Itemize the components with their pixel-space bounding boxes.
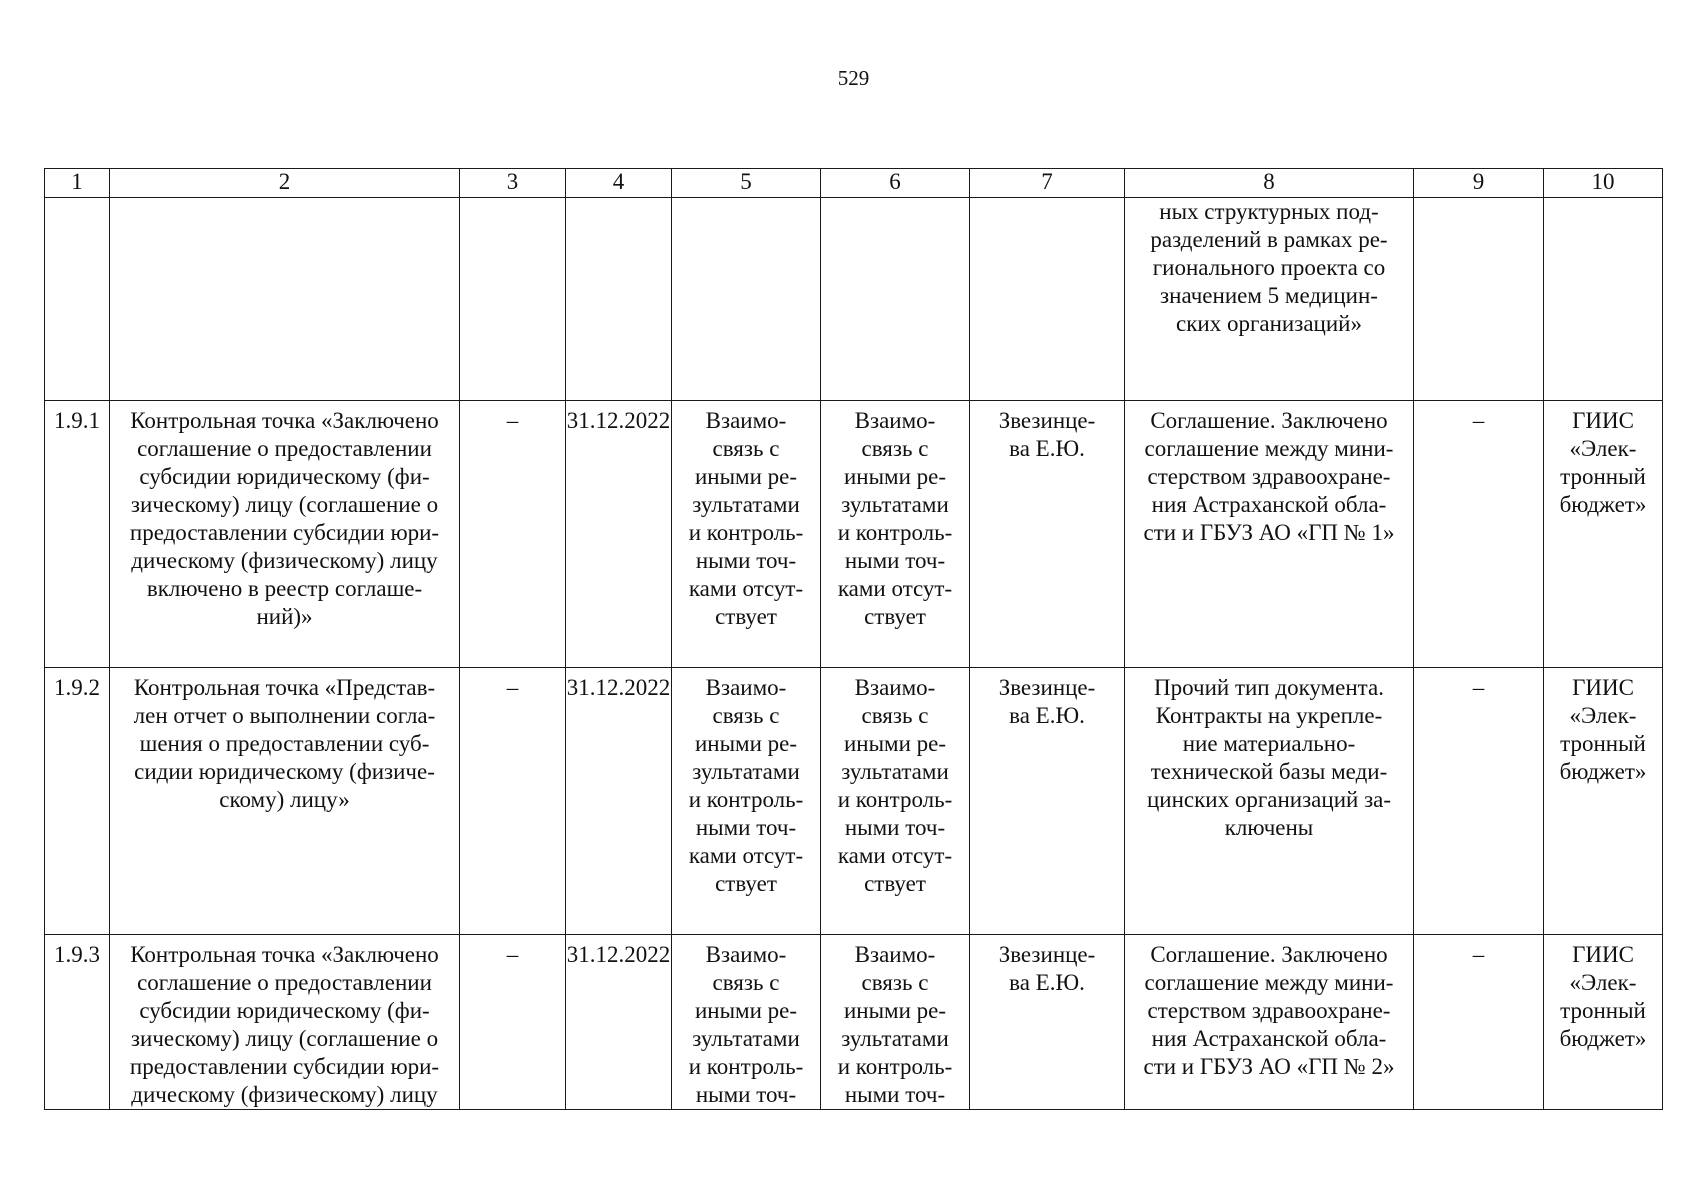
column-header: 7	[970, 169, 1125, 198]
information-system: ГИИС «Элек- тронный бюджет»	[1544, 935, 1663, 1110]
column-header: 3	[460, 169, 566, 198]
column-header: 10	[1544, 169, 1663, 198]
control-point-name	[110, 198, 460, 401]
control-point-name: Контрольная точка «Заключено соглашение о предоставлении субсидии юридическому (фи- зическому) лицу (соглашение о предоставлении субсидии юри- дическому (физическому) лицу	[110, 935, 460, 1110]
column-header: 8	[1125, 169, 1414, 198]
column-header: 6	[821, 169, 970, 198]
row-number: 1.9.2	[45, 668, 110, 935]
due-date: 31.12.2022	[566, 935, 672, 1110]
cell-col6	[821, 198, 970, 401]
responsible-person: Звезинце- ва Е.Ю.	[970, 935, 1125, 1110]
column-header: 5	[672, 169, 821, 198]
cell-col3: –	[460, 401, 566, 668]
document-description: Прочий тип документа. Контракты на укрепле- ние материально- технической базы меди- цинских организаций за- ключены	[1125, 668, 1414, 935]
cell-col9	[1414, 198, 1544, 401]
cell-col5: Взаимо- связь с иными ре- зультатами и контроль- ными точ- ками отсут- ствует	[672, 668, 821, 935]
due-date: 31.12.2022	[566, 401, 672, 668]
cell-col6: Взаимо- связь с иными ре- зультатами и контроль- ными точ- ками отсут- ствует	[821, 668, 970, 935]
cell-col6: Взаимо- связь с иными ре- зультатами и контроль- ными точ- ками отсут- ствует	[821, 401, 970, 668]
responsible-person: Звезинце- ва Е.Ю.	[970, 668, 1125, 935]
cell-col3: –	[460, 935, 566, 1110]
cell-col5: Взаимо- связь с иными ре- зультатами и контроль- ными точ-	[672, 935, 821, 1110]
cell-col9: –	[1414, 401, 1544, 668]
cell-col3: –	[460, 668, 566, 935]
cell-col9: –	[1414, 668, 1544, 935]
column-header: 4	[566, 169, 672, 198]
information-system	[1544, 198, 1663, 401]
responsible-person: Звезинце- ва Е.Ю.	[970, 401, 1125, 668]
due-date	[566, 198, 672, 401]
control-point-name: Контрольная точка «Представ- лен отчет о выполнении согла- шения о предоставлении суб- сидии юридическому (физиче- скому) лицу»	[110, 668, 460, 935]
cell-col6: Взаимо- связь с иными ре- зультатами и контроль- ными точ-	[821, 935, 970, 1110]
cell-col9: –	[1414, 935, 1544, 1110]
document-description: Соглашение. Заключено соглашение между мини- стерством здравоохране- ния Астраханской обла- сти и ГБУЗ АО «ГП № 2»	[1125, 935, 1414, 1110]
responsible-person	[970, 198, 1125, 401]
table-row	[45, 668, 1663, 935]
document-description: ных структурных под- разделений в рамках ре- гионального проекта со значением 5 медицин- ских организаций»	[1125, 198, 1414, 401]
table-row	[45, 935, 1663, 1110]
column-header: 9	[1414, 169, 1544, 198]
column-header: 1	[45, 169, 110, 198]
cell-col3	[460, 198, 566, 401]
control-point-name: Контрольная точка «Заключено соглашение о предоставлении субсидии юридическому (фи- зическому) лицу (соглашение о предоставлении субсидии юри- дическому (физическому) лицу включено в реестр соглаше- ний)»	[110, 401, 460, 668]
table-header-row	[45, 169, 1663, 198]
document-description: Соглашение. Заключено соглашение между мини- стерством здравоохране- ния Астраханской обла- сти и ГБУЗ АО «ГП № 1»	[1125, 401, 1414, 668]
information-system: ГИИС «Элек- тронный бюджет»	[1544, 668, 1663, 935]
row-number	[45, 198, 110, 401]
table-row	[45, 198, 1663, 401]
column-header: 2	[110, 169, 460, 198]
cell-col5	[672, 198, 821, 401]
cell-col5: Взаимо- связь с иными ре- зультатами и контроль- ными точ- ками отсут- ствует	[672, 401, 821, 668]
schedule-table	[44, 168, 1663, 1110]
information-system: ГИИС «Элек- тронный бюджет»	[1544, 401, 1663, 668]
page-number: 529	[837, 66, 870, 90]
table-row	[45, 401, 1663, 668]
row-number: 1.9.3	[45, 935, 110, 1110]
row-number: 1.9.1	[45, 401, 110, 668]
due-date: 31.12.2022	[566, 668, 672, 935]
